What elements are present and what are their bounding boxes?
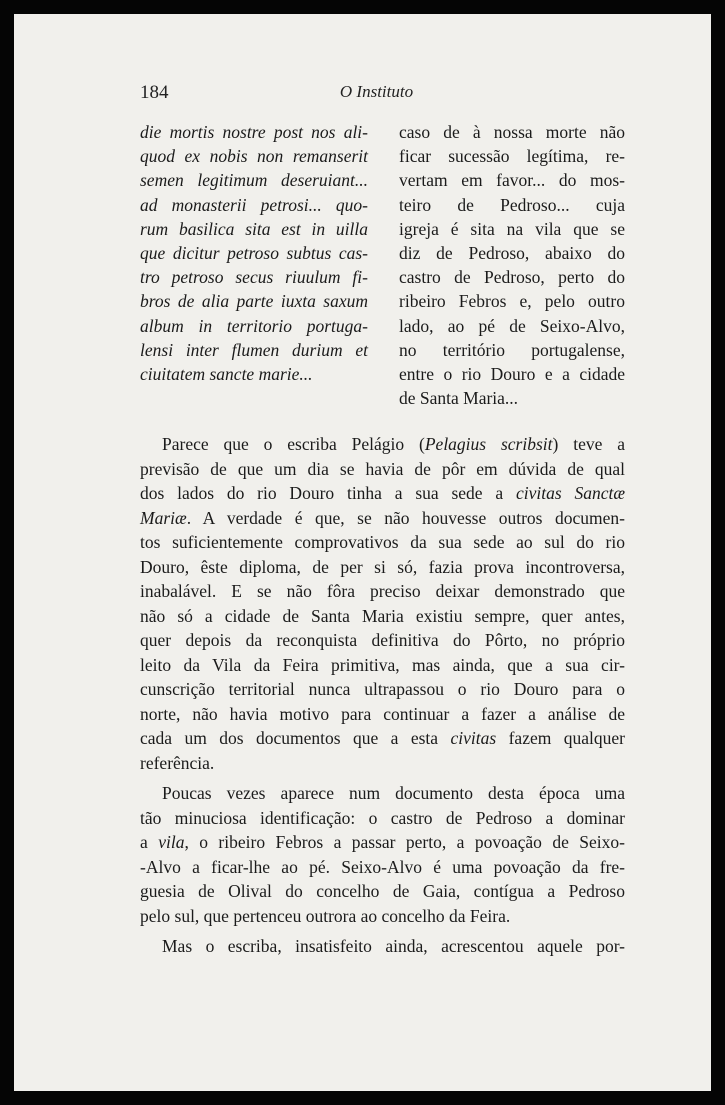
text-line: previsão de que um dia se havia de pôr em dúvida de qual xyxy=(140,458,625,479)
text-run: , o ribeiro Febros a passar perto, a povoação de Seixo- xyxy=(184,832,625,852)
running-title: O Instituto xyxy=(339,82,414,101)
text-line: -Alvo a ficar-lhe ao pé. Seixo-Alvo é uma povoação da fre- xyxy=(140,856,625,877)
text-line: norte, não havia motivo para continuar a fazer a análise de xyxy=(140,703,625,724)
page-number: 184 xyxy=(140,82,169,103)
text-line: não só a cidade de Santa Maria existiu sempre, quer antes, xyxy=(140,605,625,626)
latin-line: ad monasterii petrosi... quo- xyxy=(140,194,368,215)
translation-line: lado, ao pé de Seixo-Alvo, xyxy=(399,315,625,336)
latin-line: quod ex nobis non remanserit xyxy=(140,146,368,167)
paragraph-2 xyxy=(140,781,625,928)
latin-line: tro petroso secus riuulum fi- xyxy=(140,267,368,288)
text-line xyxy=(140,506,625,531)
latin-line: rum basilica sita est in uilla xyxy=(140,218,368,239)
italic-run: vila xyxy=(158,832,185,852)
latin-line: album in territorio portuga- xyxy=(140,315,368,336)
text-line: leito da Vila da Feira primitiva, mas ainda, que a sua cir- xyxy=(140,654,625,675)
paragraph-3 xyxy=(140,934,625,959)
latin-line: bros de alia parte iuxta saxum xyxy=(140,291,368,312)
text-line: Mas o escriba, insatisfeito ainda, acrescentou aquele por- xyxy=(162,936,625,956)
text-run: cada um dos documentos que a esta xyxy=(140,728,451,748)
translation-line: teiro de Pedroso... cuja xyxy=(399,194,625,215)
latin-line: semen legitimum deseruiant... xyxy=(140,170,368,191)
latin-line: lensi inter flumen durium et xyxy=(140,339,368,360)
italic-run: Pelagius scribsit xyxy=(424,434,553,454)
italic-run: Mariæ xyxy=(140,507,187,528)
text-line: guesia de Olival do concelho de Gaia, contígua a Pedroso xyxy=(140,881,625,901)
paragraph-1 xyxy=(140,432,625,775)
body-text xyxy=(140,432,625,965)
text-run: a xyxy=(140,832,159,852)
text-line: tos suficientemente comprovativos da sua sede ao sul do rio xyxy=(140,532,625,552)
translation-line: vertam em favor... do mos- xyxy=(399,170,625,191)
latin-line: die mortis nostre post nos ali- xyxy=(140,122,368,142)
translation-line: no território portugalense, xyxy=(399,339,625,360)
text-line xyxy=(140,830,625,855)
translation-line: caso de à nossa morte não xyxy=(399,122,625,142)
text-run: fazem qualquer xyxy=(496,728,625,748)
text-line: cunscrição territorial nunca ultrapassou o rio Douro para o xyxy=(140,679,625,699)
italic-run: civitas xyxy=(450,728,497,748)
portuguese-translation-column xyxy=(399,120,625,410)
text-line: Poucas vezes aparece num documento desta época uma xyxy=(162,783,625,803)
translation-line: castro de Pedroso, perto do xyxy=(399,267,625,288)
text-line: inabalável. E se não fôra preciso deixar demonstrado que xyxy=(140,581,625,601)
text-line xyxy=(140,481,625,506)
latin-line: que dicitur petroso subtus cas- xyxy=(140,243,368,264)
translation-line: de Santa Maria... xyxy=(399,388,519,409)
text-line: pelo sul, que pertenceu outrora ao concelho da Feira. xyxy=(140,905,511,926)
text-line: Douro, êste diploma, de per si só, fazia prova incontroversa, xyxy=(140,556,625,577)
text-run: . A verdade é que, se não houvesse outros documen- xyxy=(186,507,625,528)
page-header xyxy=(14,82,711,112)
translation-line: diz de Pedroso, abaixo do xyxy=(399,243,625,264)
text-line: tão minuciosa identificação: o castro de Pedroso a dominar xyxy=(140,807,625,828)
latin-line: ciuitatem sancte marie... xyxy=(140,364,313,385)
book-page xyxy=(14,14,711,1091)
text-run: ) teve a xyxy=(552,434,625,454)
text-line xyxy=(140,726,625,751)
text-line: referência. xyxy=(140,752,215,773)
latin-quotation-column xyxy=(140,120,368,386)
translation-line: entre o rio Douro e a cidade xyxy=(399,364,625,385)
text-line xyxy=(140,432,625,457)
text-line: quer depois da reconquista definitiva do Pôrto, no próprio xyxy=(140,630,625,650)
text-run: dos lados do rio Douro tinha a sua sede a xyxy=(140,483,516,503)
italic-run: civitas Sanctæ xyxy=(515,483,625,503)
translation-line: ficar sucessão legítima, re- xyxy=(399,146,625,167)
translation-line: igreja é sita na vila que se xyxy=(399,218,625,239)
translation-line: ribeiro Febros e, pelo outro xyxy=(399,291,625,312)
text-run: Parece que o escriba Pelágio ( xyxy=(162,434,425,454)
